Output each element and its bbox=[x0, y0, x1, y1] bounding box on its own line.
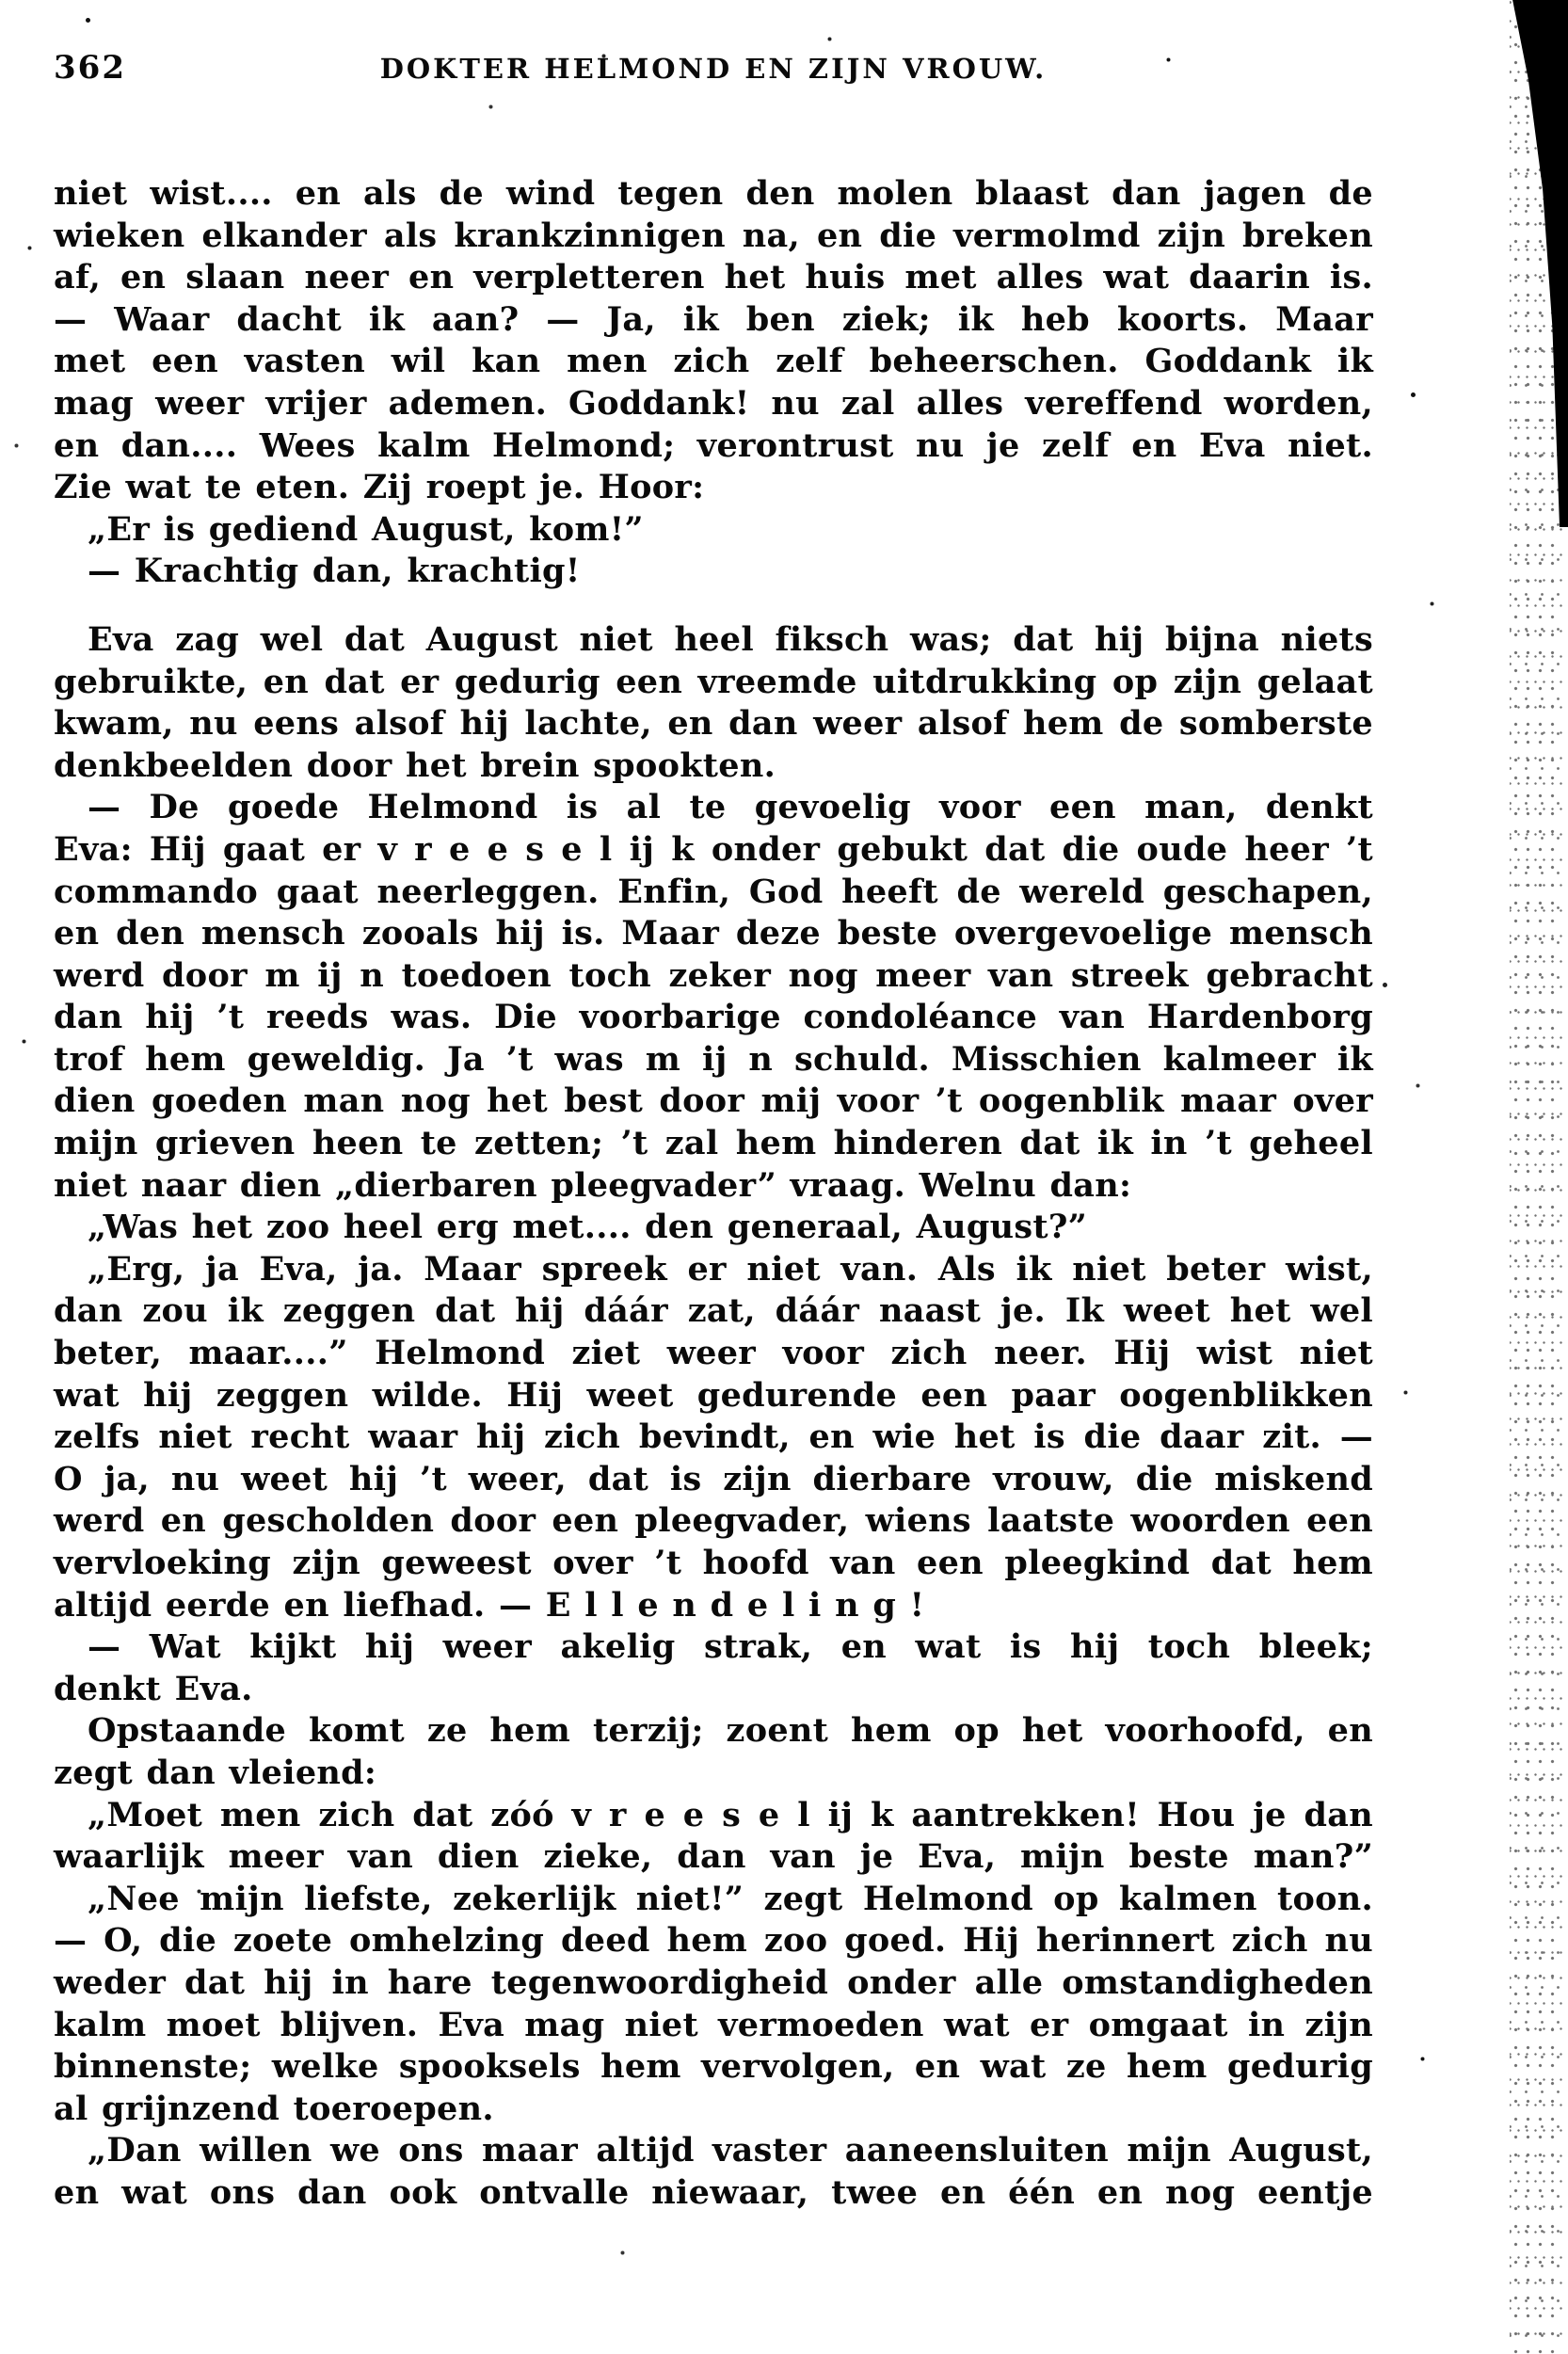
text-line: altijd eerde en liefhad. — E l l e n d e l i n g ! bbox=[54, 1585, 925, 1625]
text-line: Opstaande komt ze hem terzij; zoent hem op het voorhoofd, en bbox=[88, 1711, 1373, 1751]
text-line: „Dan willen we ons maar altijd vaster aaneensluiten mijn August, bbox=[88, 2131, 1373, 2170]
scan-artifact-edge bbox=[1510, 0, 1562, 2354]
text-line: en den mensch zooals hij is. Maar deze beste overgevoelige mensch bbox=[54, 914, 1373, 953]
text-line: commando gaat neerleggen. Enfin, God heeft de wereld geschapen, bbox=[54, 872, 1373, 911]
text-line: wat hij zeggen wilde. Hij weet gedurende een paar oogenblikken bbox=[54, 1375, 1373, 1415]
text-line: zegt dan vleiend: bbox=[54, 1753, 377, 1792]
text-line: „Moet men zich dat zóó v r e e s e l ij k aantrekken! Hou je dan bbox=[88, 1795, 1373, 1834]
text-line: gebruikte, en dat er gedurig een vreemde uitdrukking op zijn gelaat bbox=[54, 662, 1373, 701]
page-header bbox=[54, 47, 1373, 90]
text-line: dan hij ’t reeds was. Die voorbarige condoléance van Hardenborg bbox=[54, 998, 1373, 1037]
text-line: weder dat hij in hare tegenwoordigheid onder alle omstandigheden bbox=[54, 1962, 1373, 2002]
text-line: werd door m ij n toedoen toch zeker nog meer van streek gebracht bbox=[54, 955, 1373, 995]
page-number: 362 bbox=[54, 49, 126, 87]
scan-artifact-specks bbox=[0, 0, 3, 3]
text-line: mag weer vrijer ademen. Goddank! nu zal alles vereffend worden, bbox=[54, 383, 1373, 423]
text-line: af, en slaan neer en verpletteren het huis met alles wat daarin is. bbox=[54, 258, 1373, 297]
text-line: kwam, nu eens alsof hij lachte, en dan weer alsof hem de somberste bbox=[54, 704, 1373, 744]
text-line: O ja, nu weet hij ’t weer, dat is zijn dierbare vrouw, die miskend bbox=[54, 1459, 1373, 1498]
text-line: — De goede Helmond is al te gevoelig voor een man, denkt bbox=[88, 788, 1373, 827]
text-line: „Er is gediend August, kom!” bbox=[88, 509, 644, 549]
text-line: trof hem geweldig. Ja ’t was m ij n schuld. Misschien kalmeer ik bbox=[54, 1039, 1373, 1079]
text-line: Eva zag wel dat August niet heel fiksch was; dat hij bijna niets bbox=[88, 619, 1373, 659]
text-line: waarlijk meer van dien zieke, dan van je Eva, mijn beste man?” bbox=[54, 1837, 1373, 1877]
running-title: DOKTER HELMOND EN ZIJN VROUW. bbox=[379, 53, 1048, 85]
text-line: beter, maar....” Helmond ziet weer voor zich neer. Hij wist niet bbox=[54, 1334, 1373, 1373]
text-line: niet wist.... en als de wind tegen den molen blaast dan jagen de bbox=[54, 174, 1373, 213]
text-line: — Wat kijkt hij weer akelig strak, en wat is hij toch bleek; bbox=[88, 1627, 1373, 1667]
text-line: denkbeelden door het brein spookten. bbox=[54, 745, 776, 785]
text-line: „Erg, ja Eva, ja. Maar spreek er niet van. Als ik niet beter wist, bbox=[88, 1249, 1373, 1289]
text-line: zelfs niet recht waar hij zich bevindt, en wie het is die daar zit. — bbox=[54, 1417, 1373, 1457]
text-line: en wat ons dan ook ontvalle niewaar, twee en één en nog eentje bbox=[54, 2172, 1373, 2212]
page-body bbox=[54, 173, 1373, 2215]
text-line: — Waar dacht ik aan? — Ja, ik ben ziek; ik heb koorts. Maar bbox=[54, 299, 1373, 339]
text-line: Zie wat te eten. Zij roept je. Hoor: bbox=[54, 468, 705, 507]
text-line: binnenste; welke spooksels hem vervolgen, en wat ze hem gedurig bbox=[54, 2047, 1373, 2087]
text-line: mijn grieven heen te zetten; ’t zal hem hinderen dat ik in ’t geheel bbox=[54, 1124, 1373, 1163]
text-line: kalm moet blijven. Eva mag niet vermoeden wat er omgaat in zijn bbox=[54, 2005, 1373, 2044]
text-line: „Nee mijn liefste, zekerlijk niet!” zegt Helmond op kalmen toon. bbox=[88, 1879, 1373, 1918]
text-line: dien goeden man nog het best door mij voor ’t oogenblik maar over bbox=[54, 1081, 1373, 1121]
text-line: „Was het zoo heel erg met.... den generaal, August?” bbox=[88, 1208, 1088, 1247]
text-line: wieken elkander als krankzinnigen na, en die vermolmd zijn breken bbox=[54, 216, 1373, 255]
text-line: al grijnzend toeroepen. bbox=[54, 2089, 494, 2128]
text-line: dan zou ik zeggen dat hij dáár zat, dáár naast je. Ik weet het wel bbox=[54, 1291, 1373, 1331]
text-line: denkt Eva. bbox=[54, 1669, 253, 1708]
text-line: werd en gescholden door een pleegvader, wiens laatste woorden een bbox=[54, 1501, 1373, 1541]
text-line: Eva: Hij gaat er v r e e s e l ij k onder gebukt dat die oude heer ’t bbox=[54, 829, 1373, 869]
text-line: niet naar dien „dierbaren pleegvader” vraag. Welnu dan: bbox=[54, 1165, 1132, 1205]
text-line: en dan.... Wees kalm Helmond; verontrust nu je zelf en Eva niet. bbox=[54, 425, 1373, 465]
text-line: — O, die zoete omhelzing deed hem zoo goed. Hij herinnert zich nu bbox=[54, 1921, 1373, 1961]
text-line: met een vasten wil kan men zich zelf beheerschen. Goddank ik bbox=[54, 342, 1373, 381]
text-line: vervloeking zijn geweest over ’t hoofd van een pleegkind dat hem bbox=[54, 1544, 1373, 1582]
text-line: — Krachtig dan, krachtig! bbox=[88, 552, 581, 591]
